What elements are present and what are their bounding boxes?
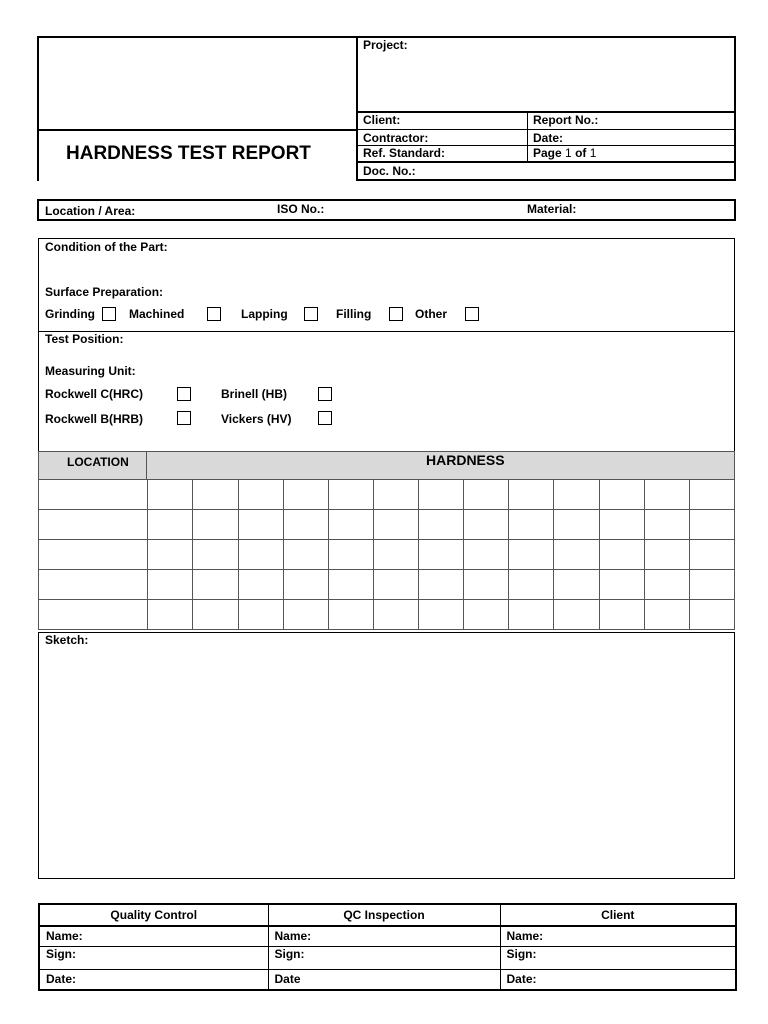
table-row [39,510,735,540]
location-cell[interactable] [39,600,148,630]
inspection-date-field[interactable]: Date [268,970,500,991]
hardness-reading-cell[interactable] [283,600,328,630]
hardness-reading-cell[interactable] [689,600,734,630]
hardness-reading-cell[interactable] [238,600,283,630]
sketch-label: Sketch: [45,633,89,647]
machined-checkbox[interactable] [207,307,221,321]
hardness-reading-cell[interactable] [554,510,599,540]
report-no-label: Report No.: [533,113,599,127]
hardness-column-header: HARDNESS [426,452,505,468]
hardness-reading-cell[interactable] [328,480,373,510]
header-row-line-4 [357,161,736,163]
hardness-header-divider [146,451,147,480]
hardness-reading-cell[interactable] [148,600,193,630]
option-lapping-label: Lapping [241,307,288,321]
hardness-reading-cell[interactable] [373,570,418,600]
page-current: 1 [565,146,572,160]
condition-label: Condition of the Part: [45,240,168,254]
date-label: Date: [533,131,564,145]
hardness-reading-cell[interactable] [464,600,509,630]
hardness-reading-cell[interactable] [599,570,644,600]
location-column-header: LOCATION [67,455,129,469]
hb-checkbox[interactable] [318,387,332,401]
hardness-reading-cell[interactable] [328,540,373,570]
option-grinding-label: Grinding [45,307,95,321]
hardness-reading-cell[interactable] [238,570,283,600]
hardness-reading-cell[interactable] [509,510,554,540]
hardness-reading-cell[interactable] [419,480,464,510]
hardness-reading-cell[interactable] [599,600,644,630]
hardness-reading-cell[interactable] [148,540,193,570]
hardness-reading-cell[interactable] [464,480,509,510]
hardness-reading-cell[interactable] [328,570,373,600]
hardness-reading-cell[interactable] [283,540,328,570]
hardness-reading-cell[interactable] [554,540,599,570]
hardness-reading-cell[interactable] [148,570,193,600]
option-filling-label: Filling [336,307,372,321]
hardness-reading-cell[interactable] [193,570,238,600]
unit-hb-label: Brinell (HB) [221,387,287,401]
location-cell[interactable] [39,540,148,570]
hardness-reading-cell[interactable] [464,540,509,570]
hardness-reading-cell[interactable] [644,570,689,600]
location-cell[interactable] [39,570,148,600]
hardness-reading-cell[interactable] [554,600,599,630]
other-checkbox[interactable] [465,307,479,321]
hardness-grid [38,479,735,630]
hardness-reading-cell[interactable] [419,540,464,570]
hardness-table-header [38,451,735,480]
hardness-reading-cell[interactable] [644,540,689,570]
unit-hrc-label: Rockwell C(HRC) [45,387,144,401]
header-left-edge-lower [37,129,39,179]
hardness-reading-cell[interactable] [193,540,238,570]
table-row [39,600,735,630]
project-label: Project: [363,38,408,52]
hardness-reading-cell[interactable] [599,540,644,570]
hv-checkbox[interactable] [318,411,332,425]
hardness-reading-cell[interactable] [509,540,554,570]
hardness-reading-cell[interactable] [509,480,554,510]
hardness-reading-cell[interactable] [644,510,689,540]
signoff-table [38,903,737,991]
location-cell[interactable] [39,480,148,510]
hardness-reading-cell[interactable] [238,540,283,570]
table-row [39,570,735,600]
hardness-reading-cell[interactable] [419,570,464,600]
client-name-field[interactable]: Name: [500,926,736,947]
hardness-reading-cell[interactable] [509,600,554,630]
hrb-checkbox[interactable] [177,411,191,425]
ref-standard-label: Ref. Standard: [363,146,446,160]
option-other-label: Other [415,307,448,321]
contractor-label: Contractor: [363,131,429,145]
hardness-reading-cell[interactable] [328,510,373,540]
header-mid-divider [527,111,528,162]
table-row [39,540,735,570]
hardness-reading-cell[interactable] [148,510,193,540]
hardness-reading-cell[interactable] [689,570,734,600]
hardness-reading-cell[interactable] [599,510,644,540]
sketch-area[interactable] [38,632,735,879]
hardness-reading-cell[interactable] [373,480,418,510]
page-total: 1 [589,146,597,160]
header-divider-vertical [356,36,358,181]
hardness-reading-cell[interactable] [373,540,418,570]
doc-no-label: Doc. No.: [363,164,416,178]
lapping-checkbox[interactable] [304,307,318,321]
signoff-header-qc-inspection: QC Inspection [268,904,500,926]
page-of: of [575,146,587,160]
iso-no-label: ISO No.: [277,202,325,216]
inspection-name-field[interactable]: Name: [268,926,500,947]
hardness-reading-cell[interactable] [599,480,644,510]
qc-date-field[interactable]: Date: [39,970,268,991]
page-title: HARDNESS TEST REPORT [66,143,311,164]
table-row [39,480,735,510]
location-cell[interactable] [39,510,148,540]
client-label: Client: [363,113,401,127]
hardness-reading-cell[interactable] [419,600,464,630]
hardness-reading-cell[interactable] [193,510,238,540]
inspection-sign-field[interactable]: Sign: [268,947,500,970]
hardness-reading-cell[interactable] [464,510,509,540]
hardness-reading-cell[interactable] [373,510,418,540]
hardness-reading-cell[interactable] [464,570,509,600]
hardness-reading-cell[interactable] [644,600,689,630]
hardness-reading-cell[interactable] [689,510,734,540]
qc-name-field[interactable]: Name: [39,926,268,947]
filling-checkbox[interactable] [389,307,403,321]
client-sign-field[interactable]: Sign: [500,947,736,970]
hardness-reading-cell[interactable] [193,480,238,510]
unit-hrb-label: Rockwell B(HRB) [45,412,144,426]
hardness-reading-cell[interactable] [689,480,734,510]
client-date-field[interactable]: Date: [500,970,736,991]
location-area-label: Location / Area: [45,204,136,218]
info-row [37,199,736,221]
hardness-reading-cell[interactable] [283,480,328,510]
surface-prep-label: Surface Preparation: [45,285,164,299]
hardness-reading-cell[interactable] [238,510,283,540]
hardness-reading-cell[interactable] [283,510,328,540]
hardness-reading-cell[interactable] [193,600,238,630]
hardness-reading-cell[interactable] [419,510,464,540]
measuring-unit-label: Measuring Unit: [45,364,136,378]
hardness-reading-cell[interactable] [373,600,418,630]
page-label: Page [533,146,562,160]
option-machined-label: Machined [129,307,185,321]
hardness-reading-cell[interactable] [238,480,283,510]
grinding-checkbox[interactable] [102,307,116,321]
hardness-reading-cell[interactable] [148,480,193,510]
page-indicator [533,146,596,160]
hardness-reading-cell[interactable] [283,570,328,600]
material-label: Material: [527,202,577,216]
test-position-label: Test Position: [45,332,124,346]
hardness-reading-cell[interactable] [328,600,373,630]
hardness-reading-cell[interactable] [644,480,689,510]
hardness-reading-cell[interactable] [509,570,554,600]
hrc-checkbox[interactable] [177,387,191,401]
signoff-header-client: Client [500,904,736,926]
hardness-reading-cell[interactable] [554,570,599,600]
qc-sign-field[interactable]: Sign: [39,947,268,970]
hardness-reading-cell[interactable] [554,480,599,510]
hardness-reading-cell[interactable] [689,540,734,570]
unit-hv-label: Vickers (HV) [221,412,292,426]
signoff-header-quality-control: Quality Control [39,904,268,926]
header-row-line-2 [357,129,736,130]
